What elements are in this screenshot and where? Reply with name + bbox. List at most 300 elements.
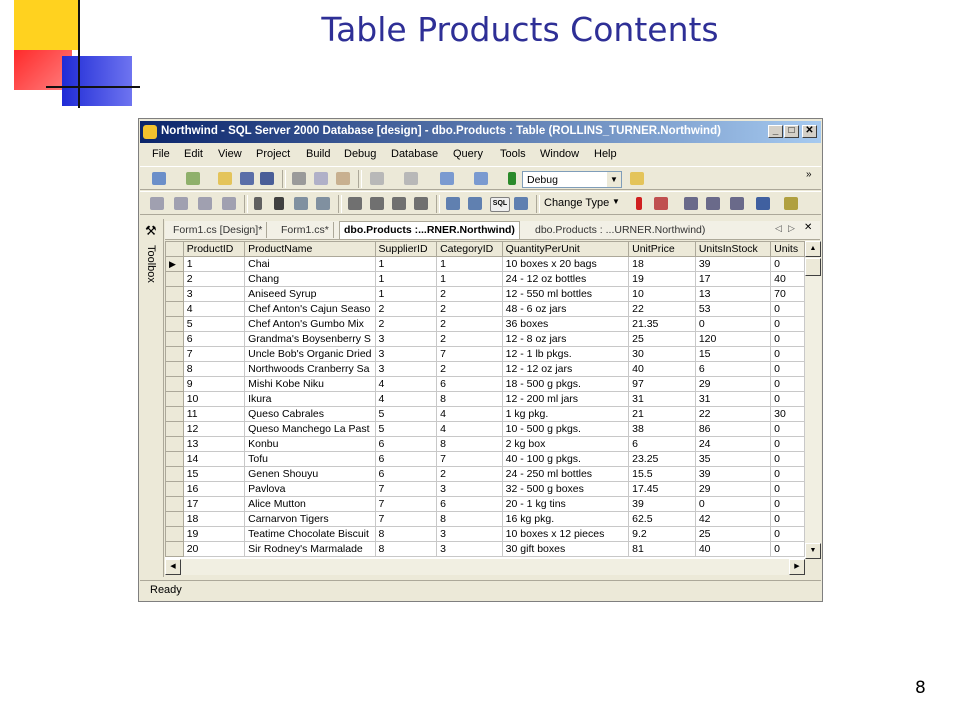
table-row[interactable] (166, 347, 805, 362)
sql-pane-icon[interactable]: SQL (490, 197, 510, 212)
menu-debug[interactable]: Debug (344, 148, 377, 160)
redo-icon[interactable] (404, 172, 418, 185)
table-cell[interactable]: 10 boxes x 20 bags (502, 257, 628, 272)
table-cell[interactable]: 1 (437, 272, 503, 287)
table-cell[interactable]: 0 (771, 542, 805, 557)
row-selector[interactable] (166, 512, 184, 527)
table-cell[interactable]: 8 (375, 527, 437, 542)
row-selector[interactable] (166, 467, 184, 482)
table-cell[interactable]: 23.25 (629, 452, 696, 467)
decor-yellow-square (14, 0, 78, 50)
table-row[interactable] (166, 392, 805, 407)
scroll-down-icon[interactable]: ▼ (805, 543, 821, 559)
decor-blue-square (62, 56, 132, 106)
table-cell[interactable]: 1 (375, 257, 437, 272)
table-cell[interactable]: 9 (183, 377, 244, 392)
table-cell[interactable]: 18 (183, 512, 244, 527)
table-cell[interactable]: Sir Rodney's Marmalade (245, 542, 375, 557)
results-pane-icon[interactable] (514, 197, 528, 210)
table-cell[interactable]: 2 (437, 287, 503, 302)
table-cell[interactable]: 3 (375, 347, 437, 362)
table-cell[interactable]: 81 (629, 542, 696, 557)
table-cell[interactable]: 3 (437, 527, 503, 542)
table-cell[interactable]: 7 (437, 452, 503, 467)
column-header[interactable]: QuantityPerUnit (502, 242, 628, 257)
row-selector[interactable] (166, 332, 184, 347)
table-cell[interactable]: 25 (695, 527, 770, 542)
table-cell[interactable]: 6 (183, 332, 244, 347)
table-cell[interactable]: 40 (771, 272, 805, 287)
row-selector[interactable] (166, 317, 184, 332)
scroll-left-icon[interactable]: ◀ (165, 559, 181, 575)
table-cell[interactable]: Genen Shouyu (245, 467, 375, 482)
table-cell[interactable]: 6 (375, 467, 437, 482)
row-selector[interactable] (166, 527, 184, 542)
close-tab-icon[interactable]: ✕ (804, 222, 813, 233)
table-row[interactable] (166, 257, 805, 272)
table-row[interactable] (166, 422, 805, 437)
row-selector[interactable] (166, 287, 184, 302)
table-row[interactable] (166, 362, 805, 377)
step-over-icon[interactable] (316, 197, 330, 210)
table-cell[interactable]: 3 (375, 362, 437, 377)
table-cell[interactable]: 7 (437, 347, 503, 362)
menu-bar (140, 145, 821, 165)
table-cell[interactable]: 21.35 (629, 317, 696, 332)
toolbar-separator (536, 195, 540, 213)
table-cell[interactable]: 31 (629, 392, 696, 407)
table-cell[interactable]: 12 - 200 ml jars (502, 392, 628, 407)
table-cell[interactable]: 20 - 1 kg tins (502, 497, 628, 512)
paste-icon[interactable] (336, 172, 350, 185)
table-cell[interactable]: Chef Anton's Gumbo Mix (245, 317, 375, 332)
table-row[interactable] (166, 302, 805, 317)
table-cell[interactable]: 7 (183, 347, 244, 362)
standard-toolbar (140, 166, 821, 190)
table-cell[interactable]: 0 (771, 482, 805, 497)
table-cell[interactable]: 22 (629, 302, 696, 317)
table-cell[interactable]: 2 (437, 332, 503, 347)
table-cell[interactable]: 1 (183, 257, 244, 272)
toolbar-separator (244, 195, 248, 213)
status-bar (140, 580, 821, 600)
table-cell[interactable]: 2 (437, 317, 503, 332)
toolbox-tab[interactable] (141, 219, 164, 577)
table-cell[interactable]: 15.5 (629, 467, 696, 482)
table-cell[interactable]: 40 (695, 542, 770, 557)
table-cell[interactable]: 2 (183, 272, 244, 287)
menu-query[interactable]: Query (453, 148, 483, 160)
row-selector[interactable] (166, 437, 184, 452)
tab-scroll-left-icon[interactable]: ◁ (775, 223, 782, 233)
decor-vertical-line (78, 0, 80, 108)
table-cell[interactable]: 19 (629, 272, 696, 287)
table-cell[interactable]: 13 (695, 287, 770, 302)
table-cell[interactable]: 1 kg pkg. (502, 407, 628, 422)
status-text: Ready (150, 584, 182, 596)
table-cell[interactable]: 0 (771, 512, 805, 527)
table-cell[interactable]: 25 (629, 332, 696, 347)
comment-icon[interactable] (174, 197, 188, 210)
table-row[interactable] (166, 527, 805, 542)
table-cell[interactable]: 14 (183, 452, 244, 467)
table-cell[interactable]: 10 boxes x 12 pieces (502, 527, 628, 542)
find-in-files-icon[interactable] (630, 172, 644, 185)
table-cell[interactable]: 24 (695, 437, 770, 452)
cut-icon[interactable] (292, 172, 306, 185)
table-cell[interactable]: Chai (245, 257, 375, 272)
row-selector[interactable] (166, 362, 184, 377)
row-selector[interactable] (166, 452, 184, 467)
scroll-up-icon[interactable]: ▲ (805, 241, 821, 257)
table-cell[interactable]: 8 (183, 362, 244, 377)
app-icon (143, 125, 157, 139)
open-file-icon[interactable] (218, 172, 232, 185)
table-cell[interactable]: Grandma's Boysenberry S (245, 332, 375, 347)
table-cell[interactable]: 1 (437, 257, 503, 272)
table-cell[interactable]: 0 (771, 437, 805, 452)
toolbar-separator (358, 170, 362, 188)
table-cell[interactable]: 40 (629, 362, 696, 377)
save-all-icon[interactable] (260, 172, 274, 185)
table-cell[interactable]: 53 (695, 302, 770, 317)
table-cell[interactable]: 0 (771, 317, 805, 332)
table-cell[interactable]: 13 (183, 437, 244, 452)
table-cell[interactable]: 31 (695, 392, 770, 407)
table-cell[interactable]: 2 (437, 302, 503, 317)
table-cell[interactable]: 6 (437, 497, 503, 512)
table-cell[interactable]: Ikura (245, 392, 375, 407)
table-cell[interactable]: 8 (437, 512, 503, 527)
table-cell[interactable]: Queso Manchego La Past (245, 422, 375, 437)
table-cell[interactable]: 2 (375, 302, 437, 317)
menu-edit[interactable]: Edit (184, 148, 203, 160)
save-icon[interactable] (240, 172, 254, 185)
table-cell[interactable]: 0 (771, 527, 805, 542)
table-cell[interactable]: 3 (437, 542, 503, 557)
table-cell[interactable]: 10 (629, 287, 696, 302)
table-cell[interactable]: 7 (375, 482, 437, 497)
table-cell[interactable]: 18 - 500 g pkgs. (502, 377, 628, 392)
group-by-icon[interactable] (756, 197, 770, 210)
toolbox-icon: ⚒ (145, 223, 157, 238)
tab-products-table-active[interactable]: dbo.Products :...RNER.Northwind) (339, 221, 520, 239)
data-table (165, 241, 805, 557)
table-cell[interactable]: 30 (629, 347, 696, 362)
table-cell[interactable]: 39 (629, 497, 696, 512)
menu-help[interactable]: Help (594, 148, 617, 160)
title-bar[interactable] (140, 121, 821, 143)
copy-icon[interactable] (314, 172, 328, 185)
table-cell[interactable]: 29 (695, 482, 770, 497)
table-row[interactable] (166, 467, 805, 482)
table-cell[interactable]: 0 (771, 302, 805, 317)
table-cell[interactable]: 30 (771, 407, 805, 422)
decor-horizontal-line (46, 86, 140, 88)
table-cell[interactable]: 1 (375, 272, 437, 287)
new-project-icon[interactable] (152, 172, 166, 185)
remove-filter-icon[interactable] (730, 197, 744, 210)
table-cell[interactable]: Tofu (245, 452, 375, 467)
table-cell[interactable]: 0 (771, 392, 805, 407)
table-cell[interactable]: 0 (771, 257, 805, 272)
toolbox-label: Toolbox (145, 245, 157, 283)
scroll-thumb[interactable] (805, 258, 821, 276)
table-cell[interactable]: 22 (695, 407, 770, 422)
table-cell[interactable]: 15 (695, 347, 770, 362)
table-cell[interactable]: 2 (437, 362, 503, 377)
verify-sql-icon[interactable] (654, 197, 668, 210)
uncomment-icon[interactable] (198, 197, 212, 210)
row-selector[interactable] (166, 482, 184, 497)
table-cell[interactable]: 16 (183, 482, 244, 497)
add-item-icon[interactable] (186, 172, 200, 185)
table-cell[interactable]: 9.2 (629, 527, 696, 542)
table-cell[interactable]: Aniseed Syrup (245, 287, 375, 302)
table-cell[interactable]: 2 (375, 317, 437, 332)
table-cell[interactable]: 0 (771, 467, 805, 482)
table-cell[interactable]: 16 kg pkg. (502, 512, 628, 527)
table-row[interactable] (166, 452, 805, 467)
table-cell[interactable]: 12 (183, 422, 244, 437)
table-row[interactable] (166, 482, 805, 497)
undo-icon[interactable] (370, 172, 384, 185)
table-cell[interactable]: 36 boxes (502, 317, 628, 332)
table-cell[interactable]: Teatime Chocolate Biscuit (245, 527, 375, 542)
diagram-pane-icon[interactable] (446, 197, 460, 210)
column-header[interactable]: SupplierID (375, 242, 437, 257)
row-selector[interactable] (166, 347, 184, 362)
table-cell[interactable]: 6 (629, 437, 696, 452)
row-selector[interactable] (166, 377, 184, 392)
table-cell[interactable]: 2 (437, 467, 503, 482)
table-cell[interactable]: 8 (375, 542, 437, 557)
table-cell[interactable]: 3 (437, 482, 503, 497)
table-cell[interactable]: 39 (695, 257, 770, 272)
table-cell[interactable]: 5 (375, 407, 437, 422)
table-cell[interactable]: Carnarvon Tigers (245, 512, 375, 527)
menu-window[interactable]: Window (540, 148, 580, 160)
change-type-button[interactable]: Change Type (544, 197, 610, 209)
query-toolbar (140, 191, 821, 215)
table-cell[interactable]: 62.5 (629, 512, 696, 527)
table-cell[interactable]: 38 (629, 422, 696, 437)
start-icon[interactable] (508, 172, 516, 185)
tab-products-table[interactable]: dbo.Products : ...URNER.Northwind) (535, 224, 706, 236)
next-record-icon[interactable] (392, 197, 406, 210)
sort-ascending-icon[interactable] (684, 197, 698, 210)
table-cell[interactable]: 5 (183, 317, 244, 332)
horizontal-scrollbar[interactable] (165, 559, 805, 575)
navigate-forward-icon[interactable] (474, 172, 488, 185)
table-cell[interactable]: 6 (375, 452, 437, 467)
step-icon[interactable] (294, 197, 308, 210)
table-cell[interactable]: 4 (183, 302, 244, 317)
table-cell[interactable]: 17 (695, 272, 770, 287)
table-cell[interactable]: 42 (695, 512, 770, 527)
align-icon[interactable] (150, 197, 164, 210)
column-header[interactable]: Units (771, 242, 805, 257)
table-cell[interactable]: Chang (245, 272, 375, 287)
slide-title: Table Products Contents (321, 10, 719, 49)
table-cell[interactable]: 30 gift boxes (502, 542, 628, 557)
table-row[interactable] (166, 287, 805, 302)
tab-form1-design[interactable]: Form1.cs [Design]* (169, 222, 267, 238)
row-selector-header (166, 242, 184, 257)
minimize-button[interactable]: _ (768, 125, 783, 138)
table-cell[interactable]: 0 (771, 497, 805, 512)
row-selector[interactable] (166, 407, 184, 422)
table-cell[interactable]: 0 (771, 377, 805, 392)
run-query-icon[interactable] (636, 197, 642, 210)
column-header[interactable]: ProductID (183, 242, 244, 257)
row-selector[interactable] (166, 392, 184, 407)
first-record-icon[interactable] (348, 197, 362, 210)
menu-file[interactable]: File (152, 148, 170, 160)
table-row[interactable] (166, 317, 805, 332)
tab-form1-code[interactable]: Form1.cs* (277, 222, 334, 238)
table-cell[interactable]: 32 - 500 g boxes (502, 482, 628, 497)
table-row[interactable] (166, 407, 805, 422)
navigate-back-icon[interactable] (440, 172, 454, 185)
document-tabs (165, 221, 820, 240)
table-cell[interactable]: 40 - 100 g pkgs. (502, 452, 628, 467)
menu-build[interactable]: Build (306, 148, 331, 160)
table-cell[interactable]: 17.45 (629, 482, 696, 497)
menu-tools[interactable]: Tools (500, 148, 526, 160)
row-selector[interactable] (166, 272, 184, 287)
table-cell[interactable]: Pavlova (245, 482, 375, 497)
table-cell[interactable]: 0 (771, 452, 805, 467)
table-cell[interactable]: 70 (771, 287, 805, 302)
table-row[interactable] (166, 332, 805, 347)
tab-scroll-right-icon[interactable]: ▷ (788, 223, 795, 233)
row-selector[interactable] (166, 302, 184, 317)
toolbar-overflow-icon[interactable]: » (806, 169, 812, 180)
table-cell[interactable]: Alice Mutton (245, 497, 375, 512)
table-row[interactable] (166, 437, 805, 452)
table-cell[interactable]: 4 (375, 377, 437, 392)
table-cell[interactable]: 3 (183, 287, 244, 302)
row-selector[interactable] (166, 542, 184, 557)
table-cell[interactable]: 20 (183, 542, 244, 557)
table-cell[interactable]: 8 (437, 437, 503, 452)
table-cell[interactable]: 10 (183, 392, 244, 407)
table-cell[interactable]: 12 - 1 lb pkgs. (502, 347, 628, 362)
table-cell[interactable]: 19 (183, 527, 244, 542)
menu-database[interactable]: Database (391, 148, 439, 160)
run-icon[interactable] (254, 197, 262, 210)
table-cell[interactable]: 12 - 8 oz jars (502, 332, 628, 347)
table-cell[interactable]: 4 (437, 422, 503, 437)
table-cell[interactable]: 97 (629, 377, 696, 392)
row-selector[interactable]: ▶ (166, 257, 184, 272)
table-cell[interactable]: Northwoods Cranberry Sa (245, 362, 375, 377)
table-cell[interactable]: 24 - 12 oz bottles (502, 272, 628, 287)
table-cell[interactable]: Queso Cabrales (245, 407, 375, 422)
menu-project[interactable]: Project (256, 148, 291, 160)
table-cell[interactable]: 24 - 250 ml bottles (502, 467, 628, 482)
table-cell[interactable]: 4 (437, 407, 503, 422)
table-cell[interactable]: 4 (375, 392, 437, 407)
scroll-right-icon[interactable]: ▶ (789, 559, 805, 575)
table-cell[interactable]: Chef Anton's Cajun Seaso (245, 302, 375, 317)
table-cell[interactable]: 7 (375, 512, 437, 527)
table-cell[interactable]: 0 (771, 362, 805, 377)
indent-icon[interactable] (222, 197, 236, 210)
table-cell[interactable]: 17 (183, 497, 244, 512)
column-header[interactable]: UnitPrice (629, 242, 696, 257)
table-cell[interactable]: 12 - 12 oz jars (502, 362, 628, 377)
table-cell[interactable]: 15 (183, 467, 244, 482)
table-row[interactable] (166, 542, 805, 557)
chevron-down-icon[interactable]: ▼ (612, 197, 620, 206)
row-selector[interactable] (166, 422, 184, 437)
table-cell[interactable]: 12 - 550 ml bottles (502, 287, 628, 302)
table-cell[interactable]: 86 (695, 422, 770, 437)
table-cell[interactable]: 0 (771, 422, 805, 437)
table-row[interactable] (166, 272, 805, 287)
table-cell[interactable]: 48 - 6 oz jars (502, 302, 628, 317)
table-cell[interactable]: 5 (375, 422, 437, 437)
previous-record-icon[interactable] (370, 197, 384, 210)
table-cell[interactable]: 21 (629, 407, 696, 422)
table-cell[interactable]: 29 (695, 377, 770, 392)
table-row[interactable] (166, 377, 805, 392)
table-cell[interactable]: 2 kg box (502, 437, 628, 452)
last-record-icon[interactable] (414, 197, 428, 210)
table-cell[interactable]: 0 (695, 317, 770, 332)
table-cell[interactable]: 18 (629, 257, 696, 272)
column-header[interactable]: CategoryID (437, 242, 503, 257)
vertical-scrollbar[interactable] (805, 241, 821, 559)
table-cell[interactable]: 8 (437, 392, 503, 407)
table-cell[interactable]: Konbu (245, 437, 375, 452)
table-cell[interactable]: 0 (771, 347, 805, 362)
toolbar-separator (282, 170, 286, 188)
table-cell[interactable]: 6 (695, 362, 770, 377)
maximize-button[interactable]: □ (784, 125, 799, 138)
table-cell[interactable]: 1 (375, 287, 437, 302)
table-cell[interactable]: 7 (375, 497, 437, 512)
table-cell[interactable]: Uncle Bob's Organic Dried (245, 347, 375, 362)
table-cell[interactable]: 10 - 500 g pkgs. (502, 422, 628, 437)
toolbar-separator (436, 195, 440, 213)
table-cell[interactable]: Mishi Kobe Niku (245, 377, 375, 392)
table-cell[interactable]: 0 (695, 497, 770, 512)
add-table-icon[interactable] (784, 197, 798, 210)
column-header[interactable]: UnitsInStock (695, 242, 770, 257)
row-selector[interactable] (166, 497, 184, 512)
table-cell[interactable]: 35 (695, 452, 770, 467)
table-cell[interactable]: 6 (375, 437, 437, 452)
solution-config-select[interactable] (522, 171, 622, 188)
table-cell[interactable]: 6 (437, 377, 503, 392)
table-cell[interactable]: 120 (695, 332, 770, 347)
table-row[interactable] (166, 512, 805, 527)
stop-icon[interactable] (274, 197, 284, 210)
table-row[interactable] (166, 497, 805, 512)
grid-pane-icon[interactable] (468, 197, 482, 210)
table-cell[interactable]: 3 (375, 332, 437, 347)
table-cell[interactable]: 0 (771, 332, 805, 347)
menu-view[interactable]: View (218, 148, 242, 160)
table-cell[interactable]: 39 (695, 467, 770, 482)
table-cell[interactable]: 11 (183, 407, 244, 422)
sort-descending-icon[interactable] (706, 197, 720, 210)
column-header[interactable]: ProductName (245, 242, 375, 257)
close-button[interactable]: ✕ (802, 125, 817, 138)
